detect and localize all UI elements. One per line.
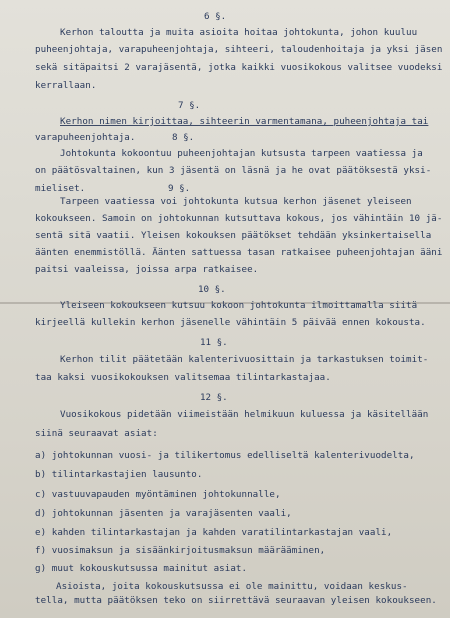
text-line: Kerhon tilit päätetään kalenterivuosittain ja tarkastuksen toimit- xyxy=(60,354,429,365)
text-line: kokoukseen. Samoin on johtokunnan kutsuttava kokous, jos vähintäin 10 jä- xyxy=(35,213,443,224)
list-item: c) vastuuvapauden myöntäminen johtokunnalle, xyxy=(35,489,281,500)
text-line: Kerhon taloutta ja muita asioita hoitaa johtokunta, johon kuuluu xyxy=(60,27,418,38)
text-line: sentä sitä vaatii. Yleisen kokouksen päätökset tehdään yksinkertaisella xyxy=(35,230,432,241)
text-line: Johtokunta kokoontuu puheenjohtajan kutsusta tarpeen vaatiessa ja xyxy=(60,148,423,159)
text-line: Yleiseen kokoukseen kutsuu kokoon johtokunta ilmoittamalla siitä xyxy=(60,300,418,311)
text-line: Asioista, joita kokouskutsussa ei ole mainittu, voidaan keskus- xyxy=(56,581,408,592)
text-line: kerrallaan. xyxy=(35,80,97,91)
text-line: Tarpeen vaatiessa voi johtokunta kutsua kerhon jäsenet yleiseen xyxy=(60,196,412,207)
section-heading-10: 10 §. xyxy=(198,284,226,295)
list-item: d) johtokunnan jäsenten ja varajäsenten vaali, xyxy=(35,508,292,519)
section-heading-11: 11 §. xyxy=(200,337,228,348)
text-line: siinä seuraavat asiat: xyxy=(35,428,158,439)
list-item: g) muut kokouskutsussa mainitut asiat. xyxy=(35,563,248,574)
section-heading-6: 6 §. xyxy=(204,11,227,22)
text-line: paitsi vaaleissa, joissa arpa ratkaisee. xyxy=(35,264,259,275)
text-line: mieliset. xyxy=(35,183,86,194)
text-line: sekä sitäpaitsi 2 varajäsentä, jotka kaikki vuosikokous valitsee vuodeksi xyxy=(35,62,443,73)
text-line: tella, mutta päätöksen teko on siirrettävä seuraavan yleisen kokoukseen. xyxy=(35,595,437,606)
list-item: b) tilintarkastajien lausunto. xyxy=(35,469,203,480)
text-line: Kerhon nimen kirjoittaa, sihteerin varmentamana, puheenjohtaja tai xyxy=(60,116,429,127)
text-line: on päätösvaltainen, kun 3 jäsentä on läsnä ja he ovat päätöksestä yksi- xyxy=(35,165,432,176)
text-line: kirjeellä kullekin kerhon jäsenelle vähintäin 5 päivää ennen kokousta. xyxy=(35,317,426,328)
section-heading-7: 7 §. xyxy=(178,100,201,111)
text-line: äänten enemmistöllä. Äänten sattuessa tasan ratkaisee puheenjohtajan ääni xyxy=(35,247,443,258)
text-line: Vuosikokous pidetään viimeistään helmikuun kuluessa ja käsitellään xyxy=(60,409,429,420)
section-heading-8: 8 §. xyxy=(172,132,195,143)
text-line: taa kaksi vuosikokouksen valitsemaa tilintarkastajaa. xyxy=(35,372,331,383)
text-line: varapuheenjohtaja. xyxy=(35,132,136,143)
text-line: puheenjohtaja, varapuheenjohtaja, sihteeri, taloudenhoitaja ja yksi jäsen xyxy=(35,44,443,55)
section-heading-9: 9 §. xyxy=(168,183,191,194)
list-item: f) vuosimaksun ja sisäänkirjoitusmaksun määrääminen, xyxy=(35,545,326,556)
section-heading-12: 12 §. xyxy=(200,392,228,403)
list-item: a) johtokunnan vuosi- ja tilikertomus edelliseltä kalenterivuodelta, xyxy=(35,450,415,461)
list-item: e) kahden tilintarkastajan ja kahden varatilintarkastajan vaali, xyxy=(35,527,393,538)
